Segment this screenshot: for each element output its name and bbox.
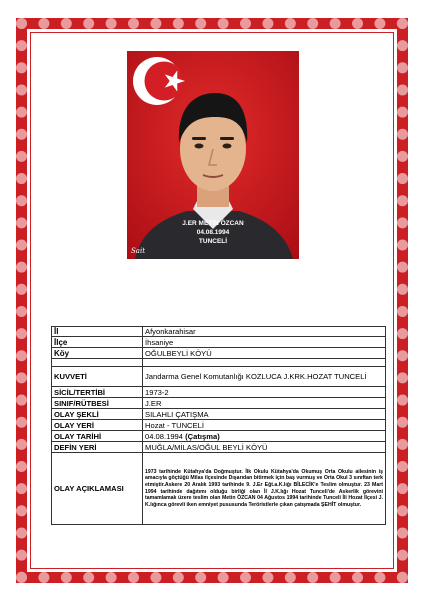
table-row-spacer	[52, 359, 386, 367]
row-key: OLAY ŞEKLİ	[52, 409, 143, 420]
row-value: SILAHLI ÇATIŞMA	[143, 409, 386, 420]
row-value: J.ER	[143, 398, 386, 409]
caption-date: 04.08.1994	[196, 229, 230, 236]
event-date: 04.08.1994	[145, 431, 184, 441]
info-table	[51, 326, 386, 525]
photo-signature: Sait	[131, 247, 146, 255]
row-value	[143, 431, 386, 442]
row-key: SİCİL/TERTİBİ	[52, 387, 143, 398]
table-row	[52, 387, 386, 398]
row-key: İl	[52, 327, 143, 337]
row-key: DEFİN YERİ	[52, 442, 143, 453]
caption-name: J.ER METİN ÖZCAN	[182, 220, 244, 227]
portrait-photo	[127, 51, 299, 259]
table-row	[52, 409, 386, 420]
row-key: OLAY TARİHİ	[52, 431, 143, 442]
table-row	[52, 442, 386, 453]
row-value: 1973-2	[143, 387, 386, 398]
table-row	[52, 431, 386, 442]
row-key: OLAY AÇIKLAMASI	[52, 453, 143, 525]
row-value: Jandarma Genel Komutanlığı KOZLUCA J.KRK.HOZAT TUNCELİ	[143, 367, 386, 387]
table-row	[52, 398, 386, 409]
row-value-description: 1973 tarihinde Kütahya'da Doğmuştur. İlk Okulu Kütahya'da Okumuş Orta Okulu ailesinin iş amacıyla göçtüğü Milas ilçesinde Dışarıdan bitirmek için baş vurmuş ve Orta Okul 3 sınıftan terk etmiştir.Askere 20 Aralık 1993 tarihinde 9. J.Er Eğt.a.K.lığı BİLECİK'e Teslim olmuştur. 23 Mart 1994 tarihinde dağıtımı olduğu birliği olan İl J.K.lığı Hozat Tunceli'de Askerlik görevini tamamlamak üzere teslim olan Metin ÖZCAN 04 Ağustos 1994 tarihinde Tunceli İli Hozat İlçesi J. K.lığınca görevli iken emniyet pususunda Teröristlerle çıkan çatışmada ŞEHİT olmuştur.	[143, 453, 386, 525]
row-value: MUĞLA/MİLAS/OĞUL BEYLİ KÖYÜ	[143, 442, 386, 453]
event-note: (Çatışma)	[185, 431, 220, 441]
row-key: SINIF/RÜTBESİ	[52, 398, 143, 409]
caption-place: TUNCELİ	[198, 238, 228, 245]
row-key: KUVVETİ	[52, 367, 143, 387]
row-key: Köy	[52, 348, 143, 359]
row-key: İlçe	[52, 337, 143, 348]
table-row	[52, 327, 386, 337]
table-row	[52, 367, 386, 387]
row-value: Hozat - TUNCELİ	[143, 420, 386, 431]
row-value: OĞULBEYLİ KÖYÜ	[143, 348, 386, 359]
table-row	[52, 453, 386, 525]
row-value: Afyonkarahisar	[143, 327, 386, 337]
table-row	[52, 420, 386, 431]
row-value: İhsaniye	[143, 337, 386, 348]
table-row	[52, 348, 386, 359]
row-key: OLAY YERİ	[52, 420, 143, 431]
table-row	[52, 337, 386, 348]
